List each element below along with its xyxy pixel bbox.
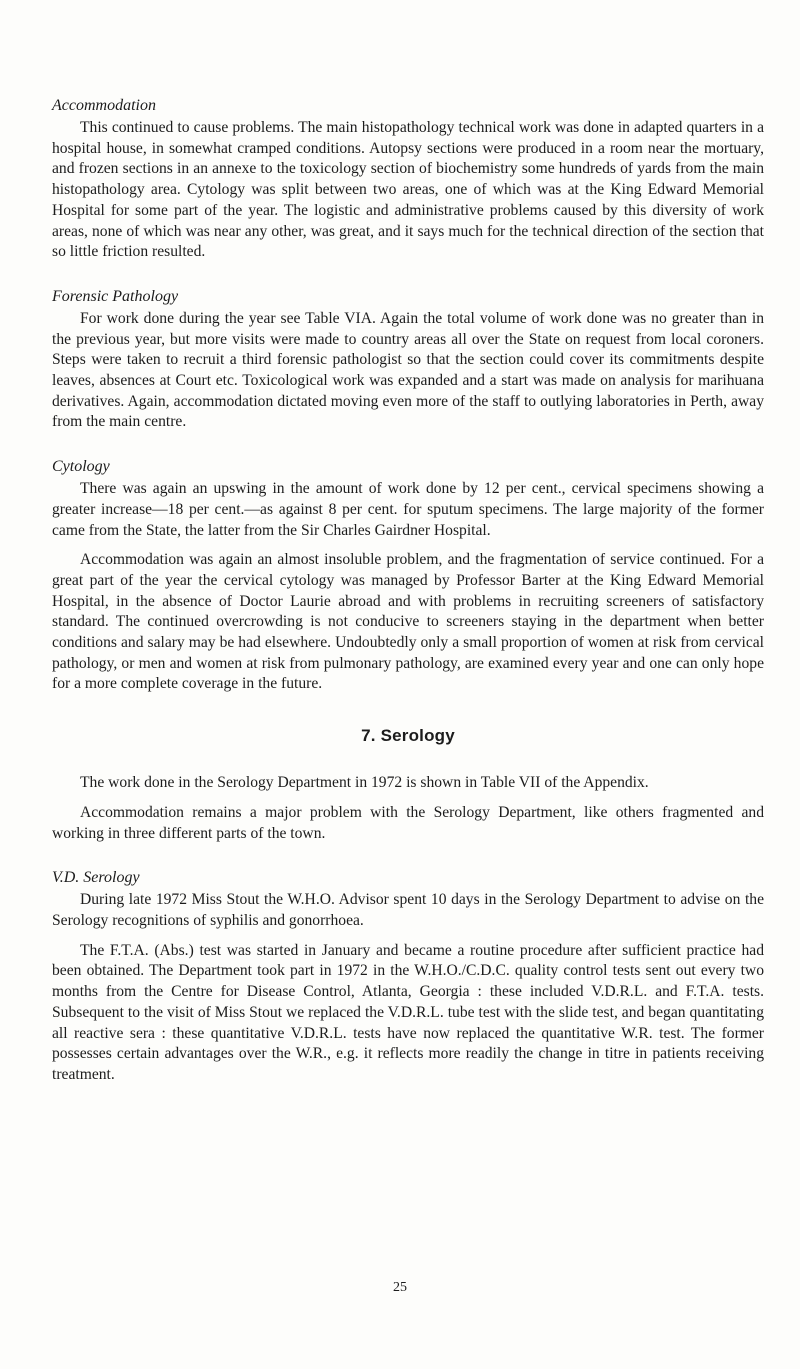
serology-paragraph-1: The work done in the Serology Department in 1972 is shown in Table VII of the Appendix. [80, 774, 649, 792]
vd-serology-paragraph-2: The F.T.A. (Abs.) test was started in January and became a routine procedure after sufficient practice had been obtained. The Department took part in 1972 in the W.H.O./C.D.C. quality control tests sent out every two months from the Centre for Disease Control, Atlanta, Georgia : these included V.D.R.L. and F.T.A. tests. Subsequent to the visit of Miss Stout we replaced the V.D.R.L. tube test with the slide test, and began quantitating all reactive sera : these quantitative V.D.R.L. tests have now replaced the quantitative W.R. test. The former possesses certain advantages over the W.R., e.g. it reflects more readily the change in titre in patients receiving treatment. [52, 941, 764, 1083]
document-page [52, 96, 764, 1086]
forensic-pathology-heading: Forensic Pathology [52, 287, 179, 305]
accommodation-paragraph: This continued to cause problems. The main histopathology technical work was done in adapted quarters in a hospital house, in somewhat cramped conditions. Autopsy sections were produced in a room near the mortuary, and frozen sections in an annexe to the toxicology section of biochemistry some hundreds of yards from the main histopathology area. Cytology was split between two areas, one of which was at the King Edward Memorial Hospital for some part of the year. The logistic and administrative problems caused by this diversity of work areas, none of which was near any other, was great, and it says much for the technical direction of the section that so little friction resulted. [52, 119, 764, 261]
accommodation-section [52, 96, 764, 263]
serology-section [52, 726, 764, 844]
serology-section-title: 7. Serology [361, 726, 455, 746]
forensic-pathology-paragraph: For work done during the year see Table VIA. Again the total volume of work done was no greater than in the previous year, but more visits were made to country areas all over the State on request from local coroners. Steps were taken to recruit a third forensic pathologist so that the section could cover its commitments despite leaves, absences at Court etc. Toxicological work was expanded and a start was made on analysis for marihuana derivatives. Again, accommodation dictated moving even more of the staff to outlying laboratories in Perth, away from the main centre. [52, 309, 764, 431]
page-number: 25 [393, 1280, 407, 1295]
accommodation-heading: Accommodation [52, 97, 156, 114]
forensic-pathology-section [52, 287, 764, 433]
cytology-paragraph-1: There was again an upswing in the amount of work done by 12 per cent., cervical specimens showing a greater increase—18 per cent.—as against 8 per cent. for sputum specimens. The large majority of the former came from the State, the latter from the Sir Charles Gairdner Hospital. [52, 480, 764, 539]
vd-serology-heading: V.D. Serology [52, 869, 140, 887]
cytology-section [52, 457, 764, 695]
vd-serology-paragraph-1: During late 1972 Miss Stout the W.H.O. Advisor spent 10 days in the Serology Department to advise on the Serology recognitions of syphilis and gonorrhoea. [52, 891, 764, 929]
cytology-paragraph-2: Accommodation was again an almost insoluble problem, and the fragmentation of service continued. For a great part of the year the cervical cytology was managed by Professor Barter at the King Edward Memorial Hospital, in the absence of Doctor Laurie abroad and with problems in recruiting screeners of satisfactory standard. The continued overcrowding is not conducive to screeners staying in the department when better conditions and salary may be had elsewhere. Undoubtedly only a small proportion of women at risk from cervical pathology, or men and women at risk from pulmonary pathology, are examined every year and one can only hope for a more complete coverage in the future. [52, 551, 764, 693]
vd-serology-section [52, 868, 764, 1085]
cytology-heading: Cytology [52, 458, 110, 476]
serology-paragraph-2: Accommodation remains a major problem with the Serology Department, like others fragmented and working in three different parts of the town. [52, 803, 764, 842]
